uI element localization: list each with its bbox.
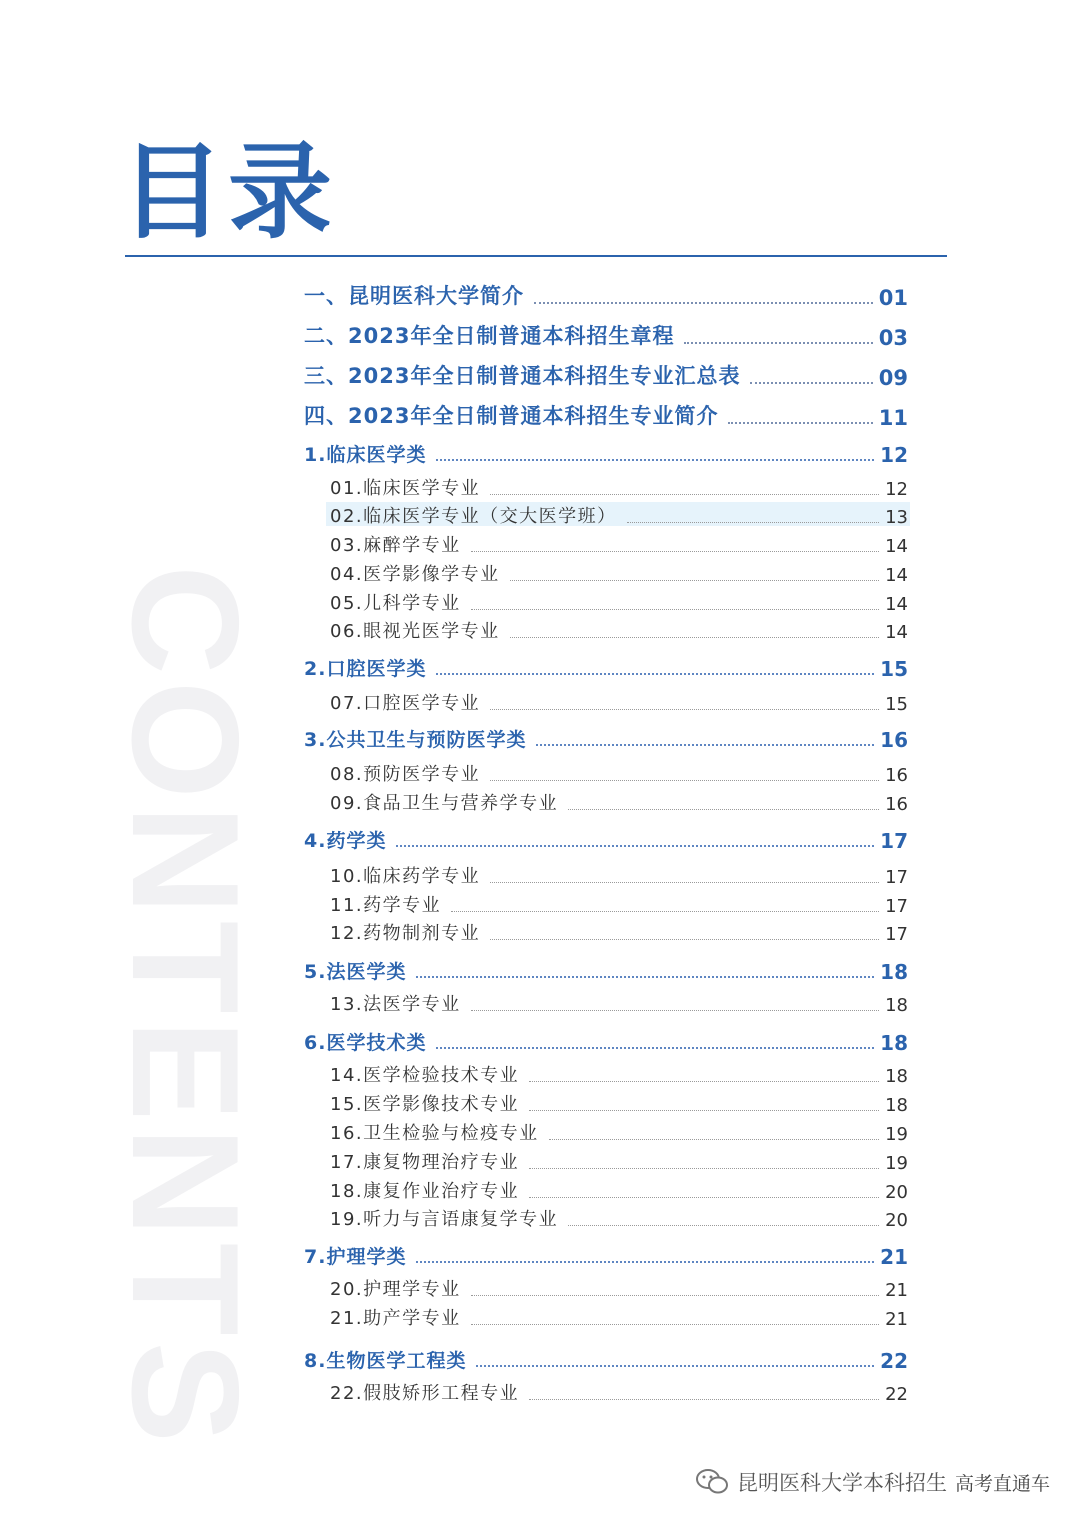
- dot-leader: [490, 882, 879, 883]
- toc-category[interactable]: [304, 440, 908, 467]
- dot-leader: [510, 580, 879, 581]
- dot-leader: [529, 1168, 879, 1169]
- dot-leader: [451, 911, 879, 912]
- toc-item-label: 01.临床医学专业: [330, 478, 481, 499]
- toc-page-number: 14: [885, 536, 908, 557]
- toc-page-number: 09: [878, 366, 908, 390]
- toc-category-label: 7.护理学类: [304, 1246, 407, 1268]
- dot-leader: [490, 494, 879, 495]
- toc-category-label: 6.医学技术类: [304, 1032, 427, 1054]
- toc-item-label: 10.临床药学专业: [330, 866, 481, 887]
- dot-leader: [534, 302, 873, 304]
- toc-section-label: 一、昆明医科大学简介: [304, 284, 524, 308]
- toc-item-label: 11.药学专业: [330, 895, 442, 916]
- dot-leader: [568, 809, 879, 810]
- account-overlay: 高考直通车: [954, 1472, 1050, 1495]
- dot-leader: [529, 1197, 879, 1198]
- toc-item[interactable]: [330, 1205, 908, 1231]
- toc-item-label: 09.食品卫生与营养学专业: [330, 793, 559, 814]
- toc-item[interactable]: [330, 1379, 908, 1405]
- toc-page-number: 16: [885, 794, 908, 815]
- dot-leader: [436, 459, 874, 461]
- dot-leader: [529, 1081, 879, 1082]
- wechat-icon: [695, 1467, 729, 1497]
- toc-section-label: 四、2023年全日制普通本科招生专业简介: [304, 404, 719, 428]
- dot-leader: [529, 1110, 879, 1111]
- toc-category-label: 8.生物医学工程类: [304, 1350, 467, 1372]
- dot-leader: [436, 1047, 874, 1049]
- toc-page-number: 18: [885, 995, 908, 1016]
- toc-item[interactable]: [330, 1304, 908, 1330]
- toc-item-label: 02.临床医学专业（交大医学班）: [330, 506, 617, 527]
- toc-page-number: 17: [885, 924, 908, 945]
- toc-item[interactable]: [330, 502, 908, 528]
- toc-item-label: 18.康复作业治疗专业: [330, 1181, 520, 1202]
- toc-category[interactable]: [304, 826, 908, 853]
- toc-item[interactable]: [330, 474, 908, 500]
- dot-leader: [471, 1295, 879, 1296]
- toc-item[interactable]: [330, 689, 908, 715]
- toc-item-label: 15.医学影像技术专业: [330, 1094, 520, 1115]
- toc-item[interactable]: [330, 589, 908, 615]
- dot-leader: [728, 422, 872, 424]
- toc-item-label: 13.法医学专业: [330, 994, 461, 1015]
- toc-page-number: 18: [880, 1031, 908, 1055]
- toc-item[interactable]: [330, 1061, 908, 1087]
- toc-item[interactable]: [330, 891, 908, 917]
- toc-item-label: 21.助产学专业: [330, 1308, 461, 1329]
- toc-page-number: 15: [885, 694, 908, 715]
- toc-page-number: 01: [878, 286, 908, 310]
- toc-item[interactable]: [330, 990, 908, 1016]
- toc-item-label: 12.药物制剂专业: [330, 923, 481, 944]
- toc-item[interactable]: [330, 1177, 908, 1203]
- toc-page-number: 13: [885, 507, 908, 528]
- toc-page-number: 19: [885, 1153, 908, 1174]
- toc-page-number: 20: [885, 1182, 908, 1203]
- dot-leader: [490, 709, 879, 710]
- toc-category-label: 2.口腔医学类: [304, 658, 427, 680]
- dot-leader: [750, 382, 872, 384]
- toc-page-number: 14: [885, 594, 908, 615]
- toc-page-number: 20: [885, 1210, 908, 1231]
- dot-leader: [490, 780, 879, 781]
- toc-section[interactable]: [304, 280, 908, 310]
- toc-item[interactable]: [330, 1275, 908, 1301]
- toc-page-number: 12: [885, 479, 908, 500]
- account-name: 昆明医科大学本科招生: [736, 1471, 947, 1495]
- toc-category-label: 4.药学类: [304, 830, 387, 852]
- page-title: 目录: [120, 131, 337, 253]
- dot-leader: [471, 1324, 879, 1325]
- toc-category[interactable]: [304, 1242, 908, 1269]
- toc-item[interactable]: [330, 919, 908, 945]
- toc-page-number: 19: [885, 1124, 908, 1145]
- toc-page-number: 18: [885, 1066, 908, 1087]
- toc-item-label: 06.眼视光医学专业: [330, 621, 500, 642]
- toc-item-label: 07.口腔医学专业: [330, 693, 481, 714]
- toc-section[interactable]: [304, 400, 908, 430]
- toc-page-number: 22: [880, 1349, 908, 1373]
- dot-leader: [684, 342, 872, 344]
- toc-page-number: 22: [885, 1384, 908, 1405]
- toc-category-label: 1.临床医学类: [304, 444, 427, 466]
- footer-account: [695, 1467, 1050, 1497]
- toc-category[interactable]: [304, 654, 908, 681]
- toc-category[interactable]: [304, 1346, 908, 1373]
- toc-item[interactable]: [330, 789, 908, 815]
- toc-page-number: 12: [880, 443, 908, 467]
- toc-category[interactable]: [304, 957, 908, 984]
- toc-page-number: 16: [880, 728, 908, 752]
- toc-page-number: 21: [885, 1280, 908, 1301]
- toc-page-number: 21: [880, 1245, 908, 1269]
- toc-item[interactable]: [330, 862, 908, 888]
- toc-item-label: 08.预防医学专业: [330, 764, 481, 785]
- toc-category-label: 3.公共卫生与预防医学类: [304, 729, 527, 751]
- dot-leader: [476, 1365, 874, 1367]
- dot-leader: [536, 744, 874, 746]
- toc-section[interactable]: [304, 320, 908, 350]
- toc-item-label: 05.儿科学专业: [330, 593, 461, 614]
- dot-leader: [416, 1261, 874, 1263]
- dot-leader: [471, 609, 879, 610]
- toc-page-number: 03: [878, 326, 908, 350]
- dot-leader: [471, 551, 879, 552]
- toc-page-number: 16: [885, 765, 908, 786]
- toc-page-number: 11: [878, 406, 908, 430]
- toc-page-number: 21: [885, 1309, 908, 1330]
- toc-section[interactable]: [304, 360, 908, 390]
- toc-item-label: 19.听力与言语康复学专业: [330, 1209, 559, 1230]
- toc-page-number: 18: [880, 960, 908, 984]
- toc-page-number: 14: [885, 565, 908, 586]
- toc-item-label: 20.护理学专业: [330, 1279, 461, 1300]
- toc-item-label: 22.假肢矫形工程专业: [330, 1383, 520, 1404]
- toc-item-label: 04.医学影像学专业: [330, 564, 500, 585]
- dot-leader: [436, 673, 874, 675]
- toc-item[interactable]: [330, 1119, 908, 1145]
- toc-item-label: 16.卫生检验与检疫专业: [330, 1123, 539, 1144]
- toc-page-number: 17: [880, 829, 908, 853]
- toc-page-number: 17: [885, 867, 908, 888]
- toc-item-label: 17.康复物理治疗专业: [330, 1152, 520, 1173]
- toc-category-label: 5.法医学类: [304, 961, 407, 983]
- toc-item-label: 14.医学检验技术专业: [330, 1065, 520, 1086]
- toc-item[interactable]: [330, 760, 908, 786]
- toc-category[interactable]: [304, 1028, 908, 1055]
- dot-leader: [510, 637, 879, 638]
- toc-item[interactable]: [330, 531, 908, 557]
- dot-leader: [416, 976, 874, 978]
- toc-page-number: 17: [885, 896, 908, 917]
- dot-leader: [490, 939, 879, 940]
- toc-item[interactable]: [330, 560, 908, 586]
- toc-item-label: 03.麻醉学专业: [330, 535, 461, 556]
- dot-leader: [568, 1225, 879, 1226]
- toc-item[interactable]: [330, 617, 908, 643]
- toc-section-label: 三、2023年全日制普通本科招生专业汇总表: [304, 364, 741, 388]
- toc-item[interactable]: [330, 1090, 908, 1116]
- dot-leader: [549, 1139, 879, 1140]
- toc-page-number: 15: [880, 657, 908, 681]
- toc-page-number: 14: [885, 622, 908, 643]
- toc-section-label: 二、2023年全日制普通本科招生章程: [304, 324, 675, 348]
- dot-leader: [627, 522, 879, 523]
- contents-watermark: CONTENTS: [100, 565, 270, 1449]
- dot-leader: [471, 1010, 879, 1011]
- toc-page-number: 18: [885, 1095, 908, 1116]
- toc-item[interactable]: [330, 1148, 908, 1174]
- dot-leader: [529, 1399, 879, 1400]
- dot-leader: [396, 845, 874, 847]
- toc-category[interactable]: [304, 725, 908, 752]
